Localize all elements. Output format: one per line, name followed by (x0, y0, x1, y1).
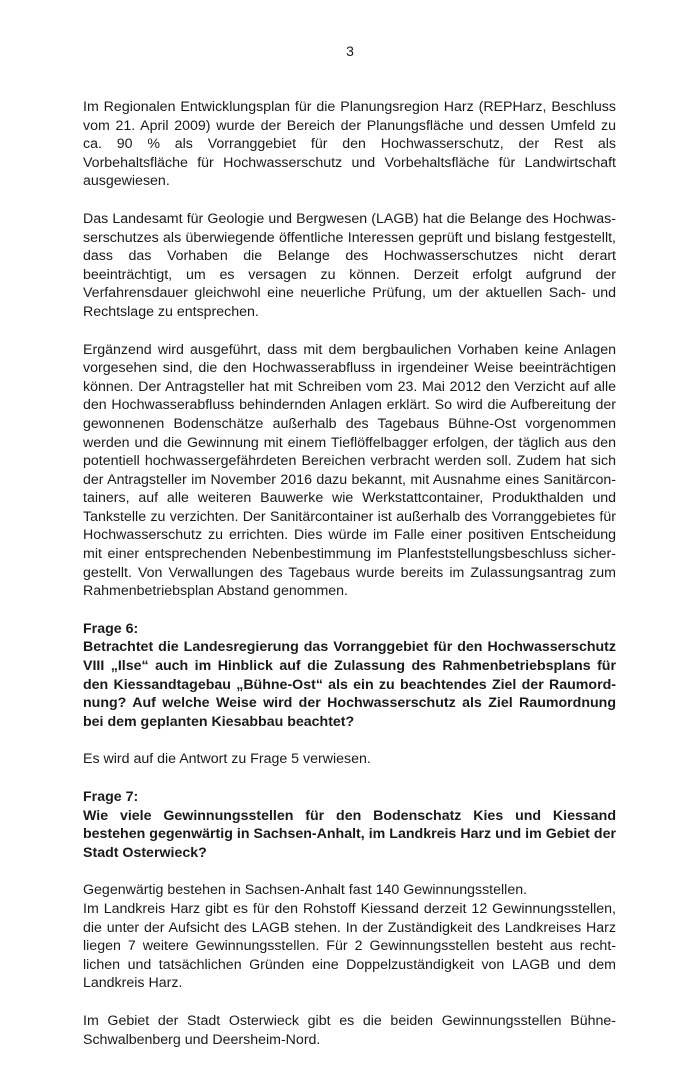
paragraph-supplementary-notes: Ergänzend wird ausgeführt, dass mit dem bergbaulichen Vorhaben keine Anlagen vorgesehen sind, die den Hochwasserabfluss in irgendeiner Weise beeinträchtigen können. Der Antragsteller hat mit Schreiben vom 23. Mai 2012 den Verzicht auf alle den Hochwasserabfluss behindernden Anlagen erklärt. So wird die Aufbereitung der gewonnenen Bodenschätze außerhalb des Tagebaus Bühne-Ost vorgenommen werden und die Gewinnung mit einem Tieflöffelbagger erfolgen, der täglich aus den potentiell hochwassergefährdeten Bereichen verbracht werden soll. Zudem hat sich der Antragsteller im November 2016 dazu bekannt, mit Ausnahme eines Sanitärcontainers, auf alle weiteren Bauwerke wie Werkstattcontainer, Produkthalden und Tankstelle zu verzichten. Der Sanitärcontainer ist außerhalb des Vorranggebietes für Hochwasserschutz zu errichten. Dies würde im Falle einer positiven Entscheidung mit einer entsprechenden Nebenbestimmung im Planfeststellungsbeschluss sichergestellt. Von Verwallungen des Tagebaus wurde bereits im Zulassungsantrag zum Rahmenbetriebsplan Abstand genommen. (83, 341, 616, 600)
document-body (83, 98, 616, 1068)
question-6-label: Frage 6: (83, 620, 139, 637)
answer-7-landkreis-harz: Im Landkreis Harz gibt es für den Rohstoff Kiessand derzeit 12 Gewinnungsstellen, die unter der Aufsicht des LAGB stehen. In der Zuständigkeit des Landkreises Harz liegen 7 weitere Gewinnungsstellen. Für 2 Gewinnungsstellen besteht aus rechtlichen und tatsächlichen Gründen eine Doppelzuständigkeit von LAGB und dem Landkreis Harz. (83, 900, 616, 992)
question-6 (83, 620, 616, 732)
paragraph-lagb-review: Das Landesamt für Geologie und Bergwesen (LAGB) hat die Belange des Hochwasserschutzes als überwiegende öffentliche Interessen geprüft und bislang festgestellt, dass das Vorhaben die Belange des Hochwasserschutzes nicht derart beeinträchtigt, um es versagen zu können. Derzeit erfolgt aufgrund der Verfahrensdauer gleichwohl eine neuerliche Prüfung, um der aktuellen Sach- und Rechtslage zu entsprechen. (83, 210, 616, 320)
page-number: 3 (346, 43, 354, 59)
answer-7-sachsen-anhalt: Gegenwärtig bestehen in Sachsen-Anhalt fast 140 Gewinnungsstellen. (83, 882, 528, 899)
paragraph-regional-plan: Im Regionalen Entwicklungsplan für die Planungsregion Harz (REPHarz, Beschluss vom 21. April 2009) wurde der Bereich der Planungsfläche und dessen Umfeld zu ca. 90 % als Vorranggebiet für den Hochwasserschutz, der Rest als Vorbehaltsfläche für Hochwasserschutz und Vorbehaltsfläche für Landwirtschaft ausgewiesen. (83, 99, 616, 190)
answer-6: Es wird auf die Antwort zu Frage 5 verwiesen. (83, 751, 371, 768)
answer-7-osterwieck: Im Gebiet der Stadt Osterwieck gibt es die beiden Gewinnungsstellen Bühne-Schwalbenberg und Deersheim-Nord. (83, 1012, 616, 1048)
question-6-text: Betrachtet die Landesregierung das Vorranggebiet für den Hochwasserschutz VIII „Ilse“ auch im Hinblick auf die Zulassung des Rahmenbetriebsplans für den Kiessandtagebau „Bühne-Ost“ als ein zu beachtendes Ziel der Raumordnung? Auf welche Weise wird der Hochwasserschutz als Ziel Raumordnung bei dem geplanten Kiesabbau beachtet? (83, 639, 616, 730)
question-7 (83, 788, 616, 862)
question-7-label: Frage 7: (83, 789, 139, 805)
question-7-text: Wie viele Gewinnungsstellen für den Bodenschatz Kies und Kiessand bestehen gegenwärtig in Sachsen-Anhalt, im Landkreis Harz und im Gebiet der Stadt Osterwieck? (83, 807, 616, 861)
